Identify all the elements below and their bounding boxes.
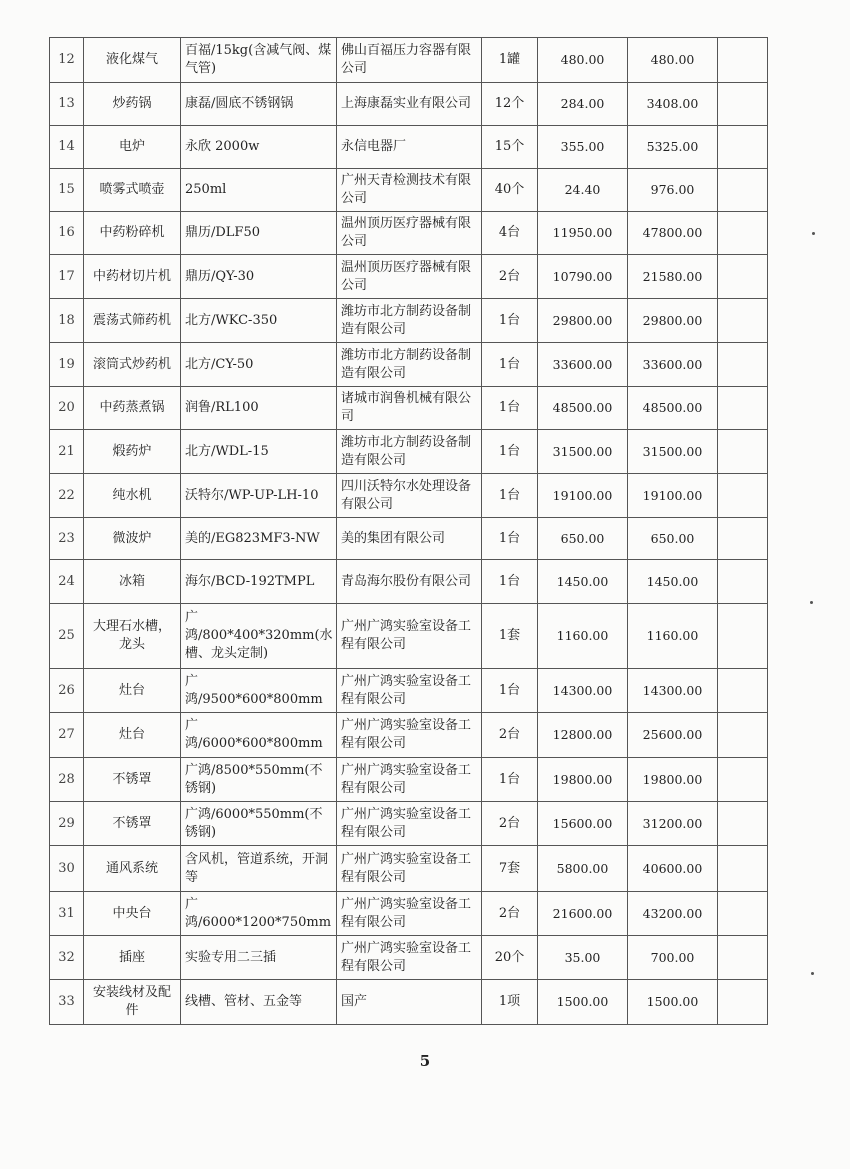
blank-cell: [718, 83, 768, 126]
item-name-cell: 中央台: [84, 892, 181, 936]
table-row: [50, 474, 768, 518]
total-price-cell: 43200.00: [628, 892, 718, 936]
quantity-cell: 2台: [482, 892, 538, 936]
blank-cell: [718, 802, 768, 846]
table-row: [50, 846, 768, 892]
unit-price-cell: 31500.00: [538, 430, 628, 474]
item-spec-cell: 北方/WKC-350: [181, 299, 337, 343]
manufacturer-cell: 佛山百福压力容器有限公司: [337, 38, 482, 83]
manufacturer-cell: 广州广鸿实验室设备工程有限公司: [337, 713, 482, 758]
table-row: [50, 713, 768, 758]
item-name-cell: 插座: [84, 936, 181, 980]
unit-price-cell: 14300.00: [538, 669, 628, 713]
quantity-cell: 2台: [482, 713, 538, 758]
table-row: [50, 212, 768, 255]
total-price-cell: 19100.00: [628, 474, 718, 518]
quantity-cell: 1台: [482, 430, 538, 474]
manufacturer-cell: 美的集团有限公司: [337, 518, 482, 560]
blank-cell: [718, 38, 768, 83]
quantity-cell: 1套: [482, 604, 538, 669]
row-number-cell: 26: [50, 669, 84, 713]
manufacturer-cell: 潍坊市北方制药设备制造有限公司: [337, 299, 482, 343]
table-row: [50, 430, 768, 474]
row-number-cell: 18: [50, 299, 84, 343]
total-price-cell: 19800.00: [628, 758, 718, 802]
table-row: [50, 758, 768, 802]
table-row: [50, 343, 768, 387]
quantity-cell: 1台: [482, 474, 538, 518]
total-price-cell: 33600.00: [628, 343, 718, 387]
blank-cell: [718, 387, 768, 430]
quantity-cell: 1罐: [482, 38, 538, 83]
manufacturer-cell: 永信电器厂: [337, 126, 482, 169]
row-number-cell: 27: [50, 713, 84, 758]
manufacturer-cell: 广州天青检测技术有限公司: [337, 169, 482, 212]
quantity-cell: 7套: [482, 846, 538, 892]
manufacturer-cell: 潍坊市北方制药设备制造有限公司: [337, 430, 482, 474]
manufacturer-cell: 诸城市润鲁机械有限公司: [337, 387, 482, 430]
item-spec-cell: 含风机，管道系统，开洞等: [181, 846, 337, 892]
item-name-cell: 安装线材及配件: [84, 980, 181, 1025]
quantity-cell: 1台: [482, 387, 538, 430]
total-price-cell: 48500.00: [628, 387, 718, 430]
unit-price-cell: 10790.00: [538, 255, 628, 299]
unit-price-cell: 1500.00: [538, 980, 628, 1025]
manufacturer-cell: 广州广鸿实验室设备工程有限公司: [337, 892, 482, 936]
manufacturer-cell: 广州广鸿实验室设备工程有限公司: [337, 802, 482, 846]
unit-price-cell: 11950.00: [538, 212, 628, 255]
unit-price-cell: 19800.00: [538, 758, 628, 802]
item-spec-cell: 北方/WDL-15: [181, 430, 337, 474]
table-row: [50, 38, 768, 83]
table-row: [50, 169, 768, 212]
unit-price-cell: 5800.00: [538, 846, 628, 892]
manufacturer-cell: 温州顶历医疗器械有限公司: [337, 255, 482, 299]
page-number: 5: [419, 1052, 431, 1070]
item-spec-cell: 广鸿/9500*600*800mm: [181, 669, 337, 713]
item-name-cell: 中药蒸煮锅: [84, 387, 181, 430]
unit-price-cell: 29800.00: [538, 299, 628, 343]
unit-price-cell: 355.00: [538, 126, 628, 169]
table-row: [50, 126, 768, 169]
manufacturer-cell: 国产: [337, 980, 482, 1025]
quantity-cell: 1台: [482, 299, 538, 343]
blank-cell: [718, 343, 768, 387]
unit-price-cell: 35.00: [538, 936, 628, 980]
total-price-cell: 3408.00: [628, 83, 718, 126]
item-name-cell: 震荡式筛药机: [84, 299, 181, 343]
blank-cell: [718, 846, 768, 892]
item-spec-cell: 250ml: [181, 169, 337, 212]
quantity-cell: 1台: [482, 669, 538, 713]
row-number-cell: 23: [50, 518, 84, 560]
total-price-cell: 29800.00: [628, 299, 718, 343]
table-row: [50, 936, 768, 980]
item-spec-cell: 百福/15kg(含减气阀、煤气管): [181, 38, 337, 83]
blank-cell: [718, 169, 768, 212]
item-name-cell: 中药材切片机: [84, 255, 181, 299]
quantity-cell: 1台: [482, 343, 538, 387]
item-spec-cell: 北方/CY-50: [181, 343, 337, 387]
row-number-cell: 12: [50, 38, 84, 83]
unit-price-cell: 284.00: [538, 83, 628, 126]
item-name-cell: 煅药炉: [84, 430, 181, 474]
quantity-cell: 1台: [482, 560, 538, 604]
blank-cell: [718, 604, 768, 669]
quantity-cell: 1台: [482, 758, 538, 802]
item-spec-cell: 广鸿/800*400*320mm(水槽、龙头定制): [181, 604, 337, 669]
row-number-cell: 17: [50, 255, 84, 299]
manufacturer-cell: 四川沃特尔水处理设备有限公司: [337, 474, 482, 518]
quantity-cell: 12个: [482, 83, 538, 126]
item-name-cell: 电炉: [84, 126, 181, 169]
item-name-cell: 喷雾式喷壶: [84, 169, 181, 212]
table-row: [50, 560, 768, 604]
row-number-cell: 31: [50, 892, 84, 936]
unit-price-cell: 1450.00: [538, 560, 628, 604]
row-number-cell: 15: [50, 169, 84, 212]
blank-cell: [718, 669, 768, 713]
manufacturer-cell: 广州广鸿实验室设备工程有限公司: [337, 669, 482, 713]
table-row: [50, 518, 768, 560]
blank-cell: [718, 560, 768, 604]
scan-speck: [811, 972, 814, 975]
manufacturer-cell: 广州广鸿实验室设备工程有限公司: [337, 936, 482, 980]
table-row: [50, 387, 768, 430]
item-name-cell: 灶台: [84, 713, 181, 758]
quantity-cell: 1项: [482, 980, 538, 1025]
manufacturer-cell: 上海康磊实业有限公司: [337, 83, 482, 126]
item-name-cell: 液化煤气: [84, 38, 181, 83]
total-price-cell: 5325.00: [628, 126, 718, 169]
item-spec-cell: 润鲁/RL100: [181, 387, 337, 430]
quantity-cell: 2台: [482, 255, 538, 299]
total-price-cell: 40600.00: [628, 846, 718, 892]
item-spec-cell: 沃特尔/WP-UP-LH-10: [181, 474, 337, 518]
total-price-cell: 480.00: [628, 38, 718, 83]
unit-price-cell: 650.00: [538, 518, 628, 560]
row-number-cell: 19: [50, 343, 84, 387]
quantity-cell: 15个: [482, 126, 538, 169]
item-spec-cell: 永欣 2000w: [181, 126, 337, 169]
table-row: [50, 604, 768, 669]
row-number-cell: 16: [50, 212, 84, 255]
manufacturer-cell: 广州广鸿实验室设备工程有限公司: [337, 846, 482, 892]
row-number-cell: 28: [50, 758, 84, 802]
total-price-cell: 1160.00: [628, 604, 718, 669]
row-number-cell: 30: [50, 846, 84, 892]
manufacturer-cell: 广州广鸿实验室设备工程有限公司: [337, 604, 482, 669]
blank-cell: [718, 758, 768, 802]
item-spec-cell: 广鸿/6000*600*800mm: [181, 713, 337, 758]
total-price-cell: 31200.00: [628, 802, 718, 846]
total-price-cell: 976.00: [628, 169, 718, 212]
row-number-cell: 21: [50, 430, 84, 474]
row-number-cell: 20: [50, 387, 84, 430]
total-price-cell: 25600.00: [628, 713, 718, 758]
quantity-cell: 40个: [482, 169, 538, 212]
total-price-cell: 700.00: [628, 936, 718, 980]
blank-cell: [718, 892, 768, 936]
quantity-cell: 2台: [482, 802, 538, 846]
item-name-cell: 冰箱: [84, 560, 181, 604]
item-name-cell: 滚筒式炒药机: [84, 343, 181, 387]
unit-price-cell: 24.40: [538, 169, 628, 212]
row-number-cell: 22: [50, 474, 84, 518]
total-price-cell: 1500.00: [628, 980, 718, 1025]
blank-cell: [718, 936, 768, 980]
unit-price-cell: 1160.00: [538, 604, 628, 669]
row-number-cell: 13: [50, 83, 84, 126]
manufacturer-cell: 温州顶历医疗器械有限公司: [337, 212, 482, 255]
item-name-cell: 灶台: [84, 669, 181, 713]
total-price-cell: 14300.00: [628, 669, 718, 713]
unit-price-cell: 19100.00: [538, 474, 628, 518]
item-spec-cell: 海尔/BCD-192TMPL: [181, 560, 337, 604]
blank-cell: [718, 430, 768, 474]
blank-cell: [718, 518, 768, 560]
manufacturer-cell: 潍坊市北方制药设备制造有限公司: [337, 343, 482, 387]
item-spec-cell: 康磊/圆底不锈钢锅: [181, 83, 337, 126]
row-number-cell: 33: [50, 980, 84, 1025]
unit-price-cell: 15600.00: [538, 802, 628, 846]
unit-price-cell: 12800.00: [538, 713, 628, 758]
row-number-cell: 29: [50, 802, 84, 846]
item-spec-cell: 广鸿/8500*550mm(不锈钢): [181, 758, 337, 802]
item-spec-cell: 线槽、管材、五金等: [181, 980, 337, 1025]
item-spec-cell: 鼎历/QY-30: [181, 255, 337, 299]
quantity-cell: 4台: [482, 212, 538, 255]
item-name-cell: 炒药锅: [84, 83, 181, 126]
quantity-cell: 1台: [482, 518, 538, 560]
item-spec-cell: 美的/EG823MF3-NW: [181, 518, 337, 560]
blank-cell: [718, 255, 768, 299]
item-name-cell: 微波炉: [84, 518, 181, 560]
item-spec-cell: 广鸿/6000*1200*750mm: [181, 892, 337, 936]
blank-cell: [718, 980, 768, 1025]
item-name-cell: 通风系统: [84, 846, 181, 892]
row-number-cell: 32: [50, 936, 84, 980]
blank-cell: [718, 126, 768, 169]
table-row: [50, 299, 768, 343]
unit-price-cell: 48500.00: [538, 387, 628, 430]
table-row: [50, 83, 768, 126]
manufacturer-cell: 广州广鸿实验室设备工程有限公司: [337, 758, 482, 802]
item-name-cell: 不锈罩: [84, 758, 181, 802]
blank-cell: [718, 299, 768, 343]
total-price-cell: 31500.00: [628, 430, 718, 474]
table-row: [50, 802, 768, 846]
scan-speck: [810, 601, 813, 604]
blank-cell: [718, 212, 768, 255]
manufacturer-cell: 青岛海尔股份有限公司: [337, 560, 482, 604]
table-row: [50, 255, 768, 299]
unit-price-cell: 480.00: [538, 38, 628, 83]
row-number-cell: 14: [50, 126, 84, 169]
quantity-cell: 20个: [482, 936, 538, 980]
item-name-cell: 大理石水槽，龙头: [84, 604, 181, 669]
item-name-cell: 纯水机: [84, 474, 181, 518]
item-name-cell: 中药粉碎机: [84, 212, 181, 255]
item-spec-cell: 鼎历/DLF50: [181, 212, 337, 255]
total-price-cell: 47800.00: [628, 212, 718, 255]
blank-cell: [718, 713, 768, 758]
row-number-cell: 25: [50, 604, 84, 669]
scan-speck: [812, 232, 815, 235]
blank-cell: [718, 474, 768, 518]
item-spec-cell: 实验专用二三插: [181, 936, 337, 980]
equipment-table-body: [50, 38, 768, 1025]
total-price-cell: 1450.00: [628, 560, 718, 604]
unit-price-cell: 33600.00: [538, 343, 628, 387]
unit-price-cell: 21600.00: [538, 892, 628, 936]
table-row: [50, 892, 768, 936]
item-name-cell: 不锈罩: [84, 802, 181, 846]
row-number-cell: 24: [50, 560, 84, 604]
equipment-table: [49, 37, 768, 1025]
table-row: [50, 980, 768, 1025]
total-price-cell: 650.00: [628, 518, 718, 560]
total-price-cell: 21580.00: [628, 255, 718, 299]
item-spec-cell: 广鸿/6000*550mm(不锈钢): [181, 802, 337, 846]
table-row: [50, 669, 768, 713]
